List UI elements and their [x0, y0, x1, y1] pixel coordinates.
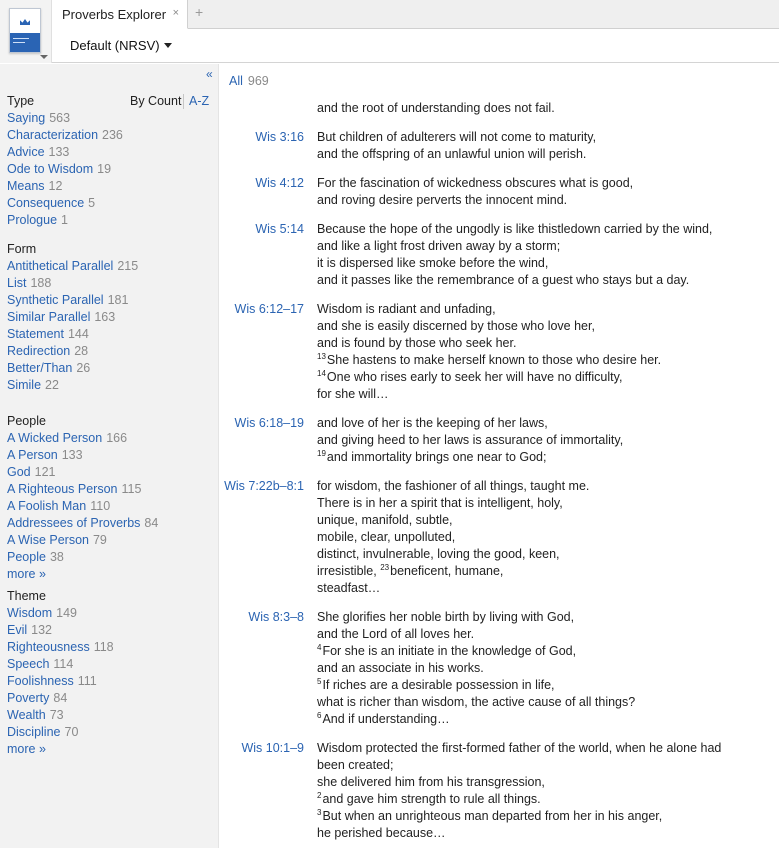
verse-text: unique, manifold, subtle, — [317, 513, 453, 527]
facet-item[interactable] — [7, 550, 64, 564]
facet-item[interactable] — [7, 111, 70, 125]
verse-line — [317, 775, 545, 789]
facet-count: 26 — [76, 361, 91, 375]
verse-reference-link[interactable]: Wis 7:22b–8:1 — [224, 479, 304, 493]
facet-item[interactable] — [7, 482, 141, 496]
verse-line — [317, 741, 721, 755]
facet-item[interactable] — [7, 327, 89, 341]
verse-text: and love of her is the keeping of her laws, — [317, 416, 548, 430]
verse-line — [317, 176, 633, 190]
verse-reference-link[interactable]: Wis 5:14 — [255, 222, 304, 236]
facet-count: 132 — [31, 623, 53, 637]
verse-text: mobile, clear, unpolluted, — [317, 530, 456, 544]
verse-line — [317, 273, 689, 287]
verse-line — [317, 581, 380, 595]
facet-group-title: Type — [7, 94, 35, 108]
facet-item[interactable] — [7, 162, 111, 176]
verse-text: Because the hope of the ungodly is like thistledown carried by the wind, — [317, 222, 713, 236]
facet-label: Means — [7, 179, 45, 193]
facet-label: Speech — [7, 657, 50, 671]
verse-line — [317, 678, 555, 692]
verse-number: 14 — [317, 369, 326, 378]
facet-count: 144 — [67, 327, 89, 341]
facet-item[interactable] — [7, 276, 51, 290]
verse-text: and the Lord of all loves her. — [317, 627, 475, 641]
facet-label: Ode to Wisdom — [7, 162, 94, 176]
verse-text: and giving heed to her laws is assurance of immortality, — [317, 433, 624, 447]
verse-text: she delivered him from his transgression, — [317, 775, 545, 789]
facet-label: Righteousness — [7, 640, 90, 654]
header — [0, 0, 779, 63]
verse-text: what is richer than wisdom, the active cause of all things? — [317, 695, 636, 709]
facet-item[interactable] — [7, 310, 115, 324]
verse-line — [317, 193, 567, 207]
verse-line — [317, 530, 455, 544]
facet-count: 1 — [61, 213, 68, 227]
facet-label: A Person — [7, 448, 58, 462]
facet-label: Saying — [7, 111, 46, 125]
facet-count: 111 — [77, 674, 97, 688]
verse-line — [317, 758, 393, 772]
facet-item[interactable] — [7, 725, 78, 739]
verse-text: Wisdom protected the first-formed father of the world, when he alone had — [317, 741, 722, 755]
facet-label: Addressees of Proverbs — [7, 516, 141, 530]
verse-reference-link[interactable]: Wis 3:16 — [255, 130, 304, 144]
verse-text: and roving desire perverts the innocent mind. — [317, 193, 568, 207]
facet-count: 84 — [53, 691, 68, 705]
verse-line — [317, 547, 560, 561]
verse-line — [317, 479, 589, 493]
facet-item[interactable] — [7, 657, 73, 671]
verse-number: 23 — [380, 563, 390, 572]
facet-count: 70 — [64, 725, 79, 739]
facet-count: 563 — [49, 111, 71, 125]
facet-item[interactable] — [7, 623, 52, 637]
verse-line — [317, 610, 574, 624]
facet-count: 121 — [34, 465, 56, 479]
facet-count: 5 — [88, 196, 96, 210]
facet-group-title: People — [7, 414, 46, 428]
verse-text: irresistible, — [317, 564, 381, 578]
resource-panel — [0, 0, 52, 63]
verse-text: But when an unrighteous man departed from her in his anger, — [322, 809, 663, 823]
facet-item[interactable] — [7, 640, 114, 654]
facet-count: 73 — [49, 708, 64, 722]
verse-reference-link[interactable]: Wis 10:1–9 — [241, 741, 304, 755]
facet-count: 84 — [144, 516, 159, 530]
verse-line — [317, 222, 712, 236]
facet-count: 19 — [97, 162, 112, 176]
facet-item[interactable] — [7, 431, 127, 445]
facet-label: People — [7, 550, 46, 564]
verse-number: 13 — [317, 352, 326, 361]
facet-count: 28 — [74, 344, 89, 358]
verse-text: distinct, invulnerable, loving the good, keen, — [317, 547, 560, 561]
facet-count: 12 — [48, 179, 63, 193]
facet-label: Wealth — [7, 708, 46, 722]
facet-count: 22 — [45, 378, 59, 392]
verse-line — [317, 644, 576, 658]
verse-text: and it passes like the remembrance of a guest who stays but a day. — [317, 273, 690, 287]
facet-label: Redirection — [7, 344, 71, 358]
verse-line — [317, 416, 548, 430]
facet-count: 118 — [93, 640, 114, 654]
facet-count: 215 — [117, 259, 139, 273]
collapse-sidebar-icon[interactable]: « — [206, 67, 213, 81]
facet-label: more » — [7, 742, 46, 756]
verse-line — [317, 130, 596, 144]
verse-line — [317, 302, 496, 316]
facet-count: 114 — [53, 657, 74, 671]
facet-label: A Righteous Person — [7, 482, 118, 496]
facet-label: more » — [7, 567, 46, 581]
facet-label: God — [7, 465, 31, 479]
tab-title: Proverbs Explorer — [62, 7, 167, 22]
verse-line — [317, 239, 560, 253]
verse-line — [317, 627, 474, 641]
facet-item[interactable] — [7, 344, 88, 358]
verse-line — [317, 792, 541, 806]
verse-text: She hastens to make herself known to those who desire her. — [326, 353, 662, 367]
facet-label: A Wicked Person — [7, 431, 103, 445]
verse-text: and the root of understanding does not fail. — [317, 101, 555, 115]
book-dropdown-icon[interactable] — [40, 55, 48, 59]
verse-line — [317, 147, 586, 161]
facet-group-title: Theme — [7, 589, 46, 603]
book-cover-icon[interactable] — [9, 8, 41, 53]
version-dropdown[interactable] — [70, 38, 172, 53]
tab-proverbs-explorer[interactable] — [52, 0, 188, 29]
facet-count: 163 — [94, 310, 116, 324]
facet-count: 133 — [48, 145, 70, 159]
verse-number: 3 — [317, 808, 322, 817]
crown-icon — [20, 19, 30, 25]
facet-count: 115 — [121, 482, 142, 496]
verse-text: She glorifies her noble birth by living with God, — [317, 610, 575, 624]
facet-sidebar — [0, 64, 219, 848]
facet-count: 181 — [107, 293, 129, 307]
facet-label: Foolishness — [7, 674, 74, 688]
verse-text: for she will… — [317, 387, 389, 401]
verse-line — [317, 826, 446, 840]
version-label: Default (NRSV) — [70, 38, 160, 53]
verse-text: steadfast… — [317, 581, 381, 595]
verse-line — [317, 101, 555, 115]
verse-number: 6 — [317, 711, 322, 720]
facet-item[interactable] — [7, 691, 67, 705]
verse-number: 5 — [317, 677, 322, 686]
facet-label: Evil — [7, 623, 28, 637]
facet-label: List — [7, 276, 27, 290]
verse-text: There is in her a spirit that is intelligent, holy, — [317, 496, 563, 510]
verse-text: he perished because… — [317, 826, 446, 840]
facet-count: 166 — [106, 431, 128, 445]
facet-label: Advice — [7, 145, 45, 159]
close-icon[interactable]: × — [172, 7, 179, 19]
facet-count: 236 — [102, 128, 123, 142]
verse-text: For she is an initiate in the knowledge of God, — [322, 644, 577, 658]
sort-a-z[interactable]: A-Z — [189, 94, 210, 108]
verse-line — [317, 450, 546, 464]
facet-count: 188 — [30, 276, 52, 290]
facet-item[interactable] — [7, 378, 59, 392]
facet-item[interactable] — [7, 448, 83, 462]
verse-line — [317, 433, 623, 447]
verse-line — [317, 513, 453, 527]
verse-text: and immortality brings one near to God; — [326, 450, 547, 464]
verse-line — [317, 256, 548, 270]
facet-count: 149 — [56, 606, 78, 620]
verse-line — [317, 712, 450, 726]
verse-number: 2 — [317, 791, 322, 800]
verse-text: and an associate in his works. — [317, 661, 484, 675]
facet-item[interactable] — [7, 516, 158, 530]
facet-group-title: Form — [7, 242, 37, 256]
facet-label: Prologue — [7, 213, 58, 227]
verse-line — [317, 370, 622, 384]
facet-label: Better/Than — [7, 361, 73, 375]
verse-text: For the fascination of wickedness obscures what is good, — [317, 176, 634, 190]
facet-label: Wisdom — [7, 606, 53, 620]
verse-text: and is found by those who seek her. — [317, 336, 517, 350]
verse-text: Wisdom is radiant and unfading, — [317, 302, 496, 316]
verse-line — [317, 661, 484, 675]
verse-text: been created; — [317, 758, 394, 772]
all-results-link[interactable] — [229, 74, 269, 88]
facet-label: Discipline — [7, 725, 61, 739]
facet-label: A Wise Person — [7, 533, 89, 547]
verse-text: it is dispersed like smoke before the wind, — [317, 256, 549, 270]
verse-reference-link[interactable]: Wis 8:3–8 — [248, 610, 304, 624]
verse-text: And if understanding… — [322, 712, 450, 726]
verse-text: and she is easily discerned by those who love her, — [317, 319, 595, 333]
verse-line — [317, 387, 389, 401]
add-tab-icon[interactable]: + — [195, 4, 204, 20]
verse-text: But children of adulterers will not come to maturity, — [317, 130, 597, 144]
tab-strip — [52, 0, 779, 29]
facet-count: 110 — [90, 499, 111, 513]
verse-line — [317, 695, 635, 709]
facet-item[interactable] — [7, 742, 46, 756]
verse-number: 19 — [317, 449, 326, 458]
verse-line — [317, 496, 563, 510]
results-pane — [220, 64, 779, 848]
divider — [183, 94, 184, 109]
facet-item[interactable] — [7, 196, 95, 210]
facet-count: 133 — [61, 448, 83, 462]
facet-item[interactable] — [7, 213, 68, 227]
facet-item[interactable] — [7, 293, 128, 307]
facet-item[interactable] — [7, 145, 69, 159]
verse-text: for wisdom, the fashioner of all things, taught me. — [317, 479, 590, 493]
facet-label: Consequence — [7, 196, 85, 210]
verse-text: If riches are a desirable possession in life, — [322, 678, 555, 692]
verse-line — [317, 353, 661, 367]
facet-item[interactable] — [7, 465, 56, 479]
verse-text: and the offspring of an unlawful union will perish. — [317, 147, 587, 161]
facet-item[interactable] — [7, 674, 97, 688]
facet-item[interactable] — [7, 128, 123, 142]
facet-count: 79 — [92, 533, 107, 547]
verse-line — [317, 564, 503, 578]
verse-number: 4 — [317, 643, 322, 652]
facet-count: 38 — [49, 550, 64, 564]
facet-item[interactable] — [7, 606, 77, 620]
facet-item[interactable] — [7, 708, 64, 722]
verse-reference-link[interactable]: Wis 4:12 — [255, 176, 304, 190]
facet-label: A Foolish Man — [7, 499, 87, 513]
verse-reference-link[interactable]: Wis 6:18–19 — [234, 416, 304, 430]
verse-line — [317, 809, 662, 823]
facet-label: Synthetic Parallel — [7, 293, 104, 307]
verse-text: and gave him strength to rule all things. — [322, 792, 541, 806]
verse-reference-link[interactable]: Wis 6:12–17 — [234, 302, 304, 316]
facet-label: Similar Parallel — [7, 310, 91, 324]
facet-item[interactable] — [7, 259, 138, 273]
chevron-down-icon — [164, 43, 172, 48]
facet-item[interactable] — [7, 179, 62, 193]
verse-text: One who rises early to seek her will have no difficulty, — [326, 370, 623, 384]
verse-text: beneficent, humane, — [390, 564, 504, 578]
facet-label: Characterization — [7, 128, 99, 142]
facet-item[interactable] — [7, 499, 110, 513]
facet-label: Statement — [7, 327, 64, 341]
facet-label: Poverty — [7, 691, 50, 705]
verse-line — [317, 319, 595, 333]
all-count: 969 — [247, 74, 269, 88]
verse-text: and like a light frost driven away by a storm; — [317, 239, 561, 253]
sort-by-count[interactable]: By Count — [130, 94, 182, 108]
facet-item[interactable] — [7, 533, 107, 547]
facet-item[interactable] — [7, 361, 90, 375]
facet-item[interactable] — [7, 567, 46, 581]
facet-label: Simile — [7, 378, 42, 392]
all-label: All — [229, 74, 243, 88]
facet-label: Antithetical Parallel — [7, 259, 114, 273]
verse-line — [317, 336, 516, 350]
